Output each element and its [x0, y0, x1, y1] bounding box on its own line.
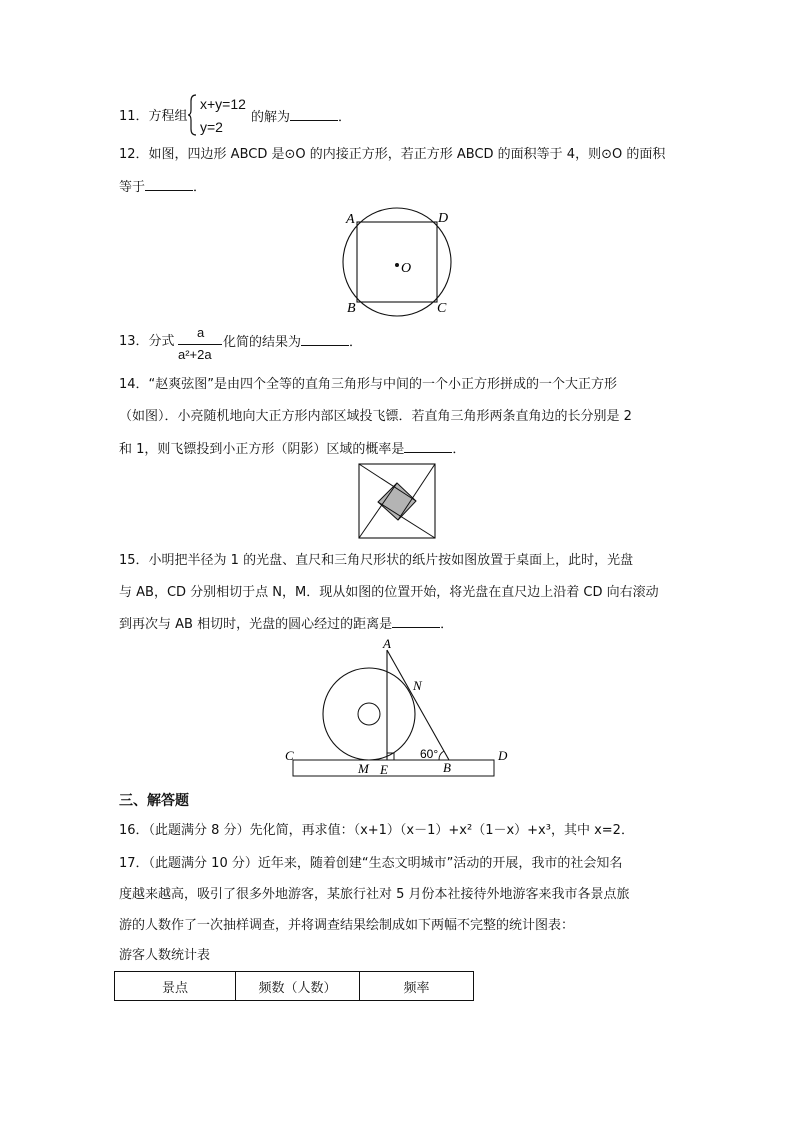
q11-eq2: y=2 [200, 119, 223, 135]
q17-line2: 度越来越高，吸引了很多外地游客，某旅行社对 5 月份本社接待外地游客来我市各景点旅 [119, 887, 630, 902]
q13-answer-blank[interactable] [301, 333, 349, 346]
disc-ruler-figure [283, 636, 523, 780]
ruler [293, 760, 494, 776]
label-N: N [413, 678, 422, 693]
header-scenic-spot: 景点 [115, 972, 236, 1001]
q14-line2: （如图）．小亮随机地向大正方形内部区域投飞镖．若直角三角形两条直角边的长分别是 2 [119, 409, 632, 424]
header-frequency-count: 频数（人数） [236, 972, 360, 1001]
label-angle: 60° [420, 747, 439, 761]
label-A: A [383, 636, 391, 651]
label-A: A [346, 212, 355, 227]
q11-answer-blank[interactable] [290, 108, 338, 121]
table-header-row [115, 972, 474, 1001]
header-frequency-rate: 频率 [360, 972, 474, 1001]
inscribed-square [357, 222, 437, 302]
fraction-bar [178, 344, 222, 345]
circle-square-figure [335, 208, 475, 318]
label-C: C [437, 301, 447, 316]
label-C: C [285, 748, 294, 763]
center-point [395, 263, 399, 267]
label-D: D [498, 748, 508, 763]
q15-answer-blank[interactable] [392, 615, 440, 628]
system-brace [188, 94, 198, 136]
q12-answer-blank[interactable] [145, 178, 193, 191]
q16-text: 16．（此题满分 8 分）先化简，再求值：（x+1）（x－1）+x²（1－x）+x³，其中 x=2． [119, 823, 634, 838]
q17-line1: 17．（此题满分 10 分）近年来，随着创建“生态文明城市”活动的开展，我市的社会知名 [119, 856, 623, 871]
zhao-shuang-figure [359, 464, 437, 540]
q11-prefix: 11．方程组 [119, 109, 188, 124]
label-B: B [347, 301, 356, 316]
circle-o [343, 208, 451, 316]
q13-numerator: a [197, 325, 205, 340]
label-D: D [438, 211, 449, 226]
q11-eq1: x+y=12 [200, 96, 246, 112]
angle-arc [439, 751, 444, 760]
label-E: E [380, 762, 388, 777]
q14-answer-blank[interactable] [404, 440, 452, 453]
label-B: B [443, 760, 451, 775]
q13-suffix: 化简的结果为 ． [223, 335, 363, 350]
disc-outer [323, 668, 415, 760]
q12-line2: 等于 ． [119, 180, 207, 195]
section-title: 三、解答题 [119, 793, 189, 809]
q15-line3: 到再次与 AB 相切时，光盘的圆心经过的距离是 ． [119, 617, 454, 632]
q13-denominator: a²+2a [178, 347, 212, 362]
q12-line1: 12．如图，四边形 ABCD 是⊙O 的内接正方形，若正方形 ABCD 的面积等于 4，则⊙O 的面积 [119, 147, 666, 162]
q11-suffix: 的解为 ． [251, 110, 352, 125]
q13-prefix: 13．分式 [119, 334, 175, 349]
label-O: O [401, 261, 412, 276]
q14-line3: 和 1，则飞镖投到小正方形（阴影）区域的概率是 ． [119, 442, 466, 457]
q17-line3: 游的人数作了一次抽样调查，并将调查结果绘制成如下两幅不完整的统计图表： [119, 918, 575, 933]
q15-line2: 与 AB，CD 分别相切于点 N，M．现从如图的位置开始，将光盘在直尺边上沿着 CD 向右滚动 [119, 585, 659, 600]
disc-inner [358, 703, 380, 725]
visitor-stats-table [114, 971, 474, 1001]
q15-line1: 15．小明把半径为 1 的光盘、直尺和三角尺形状的纸片按如图放置于桌面上，此时，光盘 [119, 553, 634, 568]
q14-line1: 14．“赵爽弦图”是由四个全等的直角三角形与中间的一个小正方形拼成的一个大正方形 [119, 377, 618, 392]
triangle-hypotenuse [387, 650, 449, 760]
table-title: 游客人数统计表 [119, 948, 211, 963]
label-M: M [358, 761, 369, 776]
